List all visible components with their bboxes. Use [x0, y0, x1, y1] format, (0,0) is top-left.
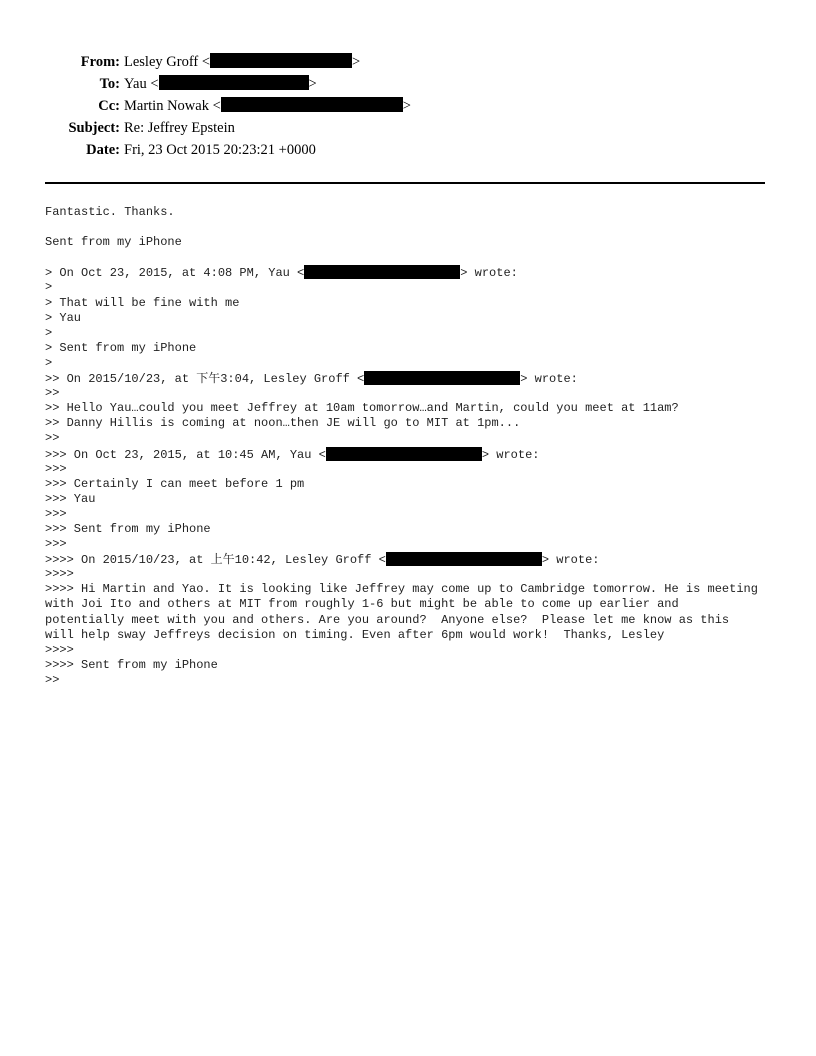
from-label: From: [80, 54, 120, 70]
from-value: Lesley Groff < [124, 54, 211, 70]
cc-value: Martin Nowak < [124, 98, 221, 114]
from-close: > [352, 54, 361, 70]
quote-line: >>> [45, 461, 67, 476]
quote-line: >> [45, 386, 60, 401]
quote-line: >>>> [45, 567, 74, 582]
subject-value: Re: Jeffrey Epstein [124, 120, 235, 136]
quote-line: >>> [45, 506, 67, 521]
date-row [0, 140, 816, 160]
quote-line: >> Hello Yau…could you meet Jeffrey at 10am tomorrow…and Martin, could you meet at 11am? [45, 401, 679, 416]
quote-line: > Sent from my iPhone [45, 340, 197, 355]
quote-line: >>> Yau [45, 491, 96, 506]
quote-line: >> [45, 672, 60, 687]
quote-line: >>> Sent from my iPhone [45, 521, 211, 536]
email-body [45, 205, 765, 688]
redaction-bar [386, 552, 542, 566]
quote-line: >>> Certainly I can meet before 1 pm [45, 476, 305, 491]
to-row [0, 74, 816, 94]
redaction-bar [326, 447, 482, 461]
to-label: To: [99, 76, 120, 92]
redaction-bar [221, 97, 403, 112]
subject-label: Subject: [68, 120, 120, 136]
quote-line: >>>> [45, 642, 74, 657]
quote-line: >> [45, 431, 60, 446]
quote-header-line: >> On 2015/10/23, at 下午3:04, Lesley Groff < > wrote: [45, 372, 578, 387]
from-row [0, 52, 816, 72]
redaction-bar [304, 265, 460, 279]
redaction-bar [159, 75, 309, 90]
quote-line: > [45, 325, 53, 340]
quote-line: > [45, 355, 53, 370]
cc-close: > [402, 98, 411, 114]
date-value: Fri, 23 Oct 2015 20:23:21 +0000 [124, 142, 316, 158]
quote-header-line: > On Oct 23, 2015, at 4:08 PM, Yau < > wrote: [45, 266, 518, 281]
quote-line: > Yau [45, 310, 82, 325]
quote-line: > That will be fine with me [45, 295, 240, 310]
redaction-bar [210, 53, 352, 68]
redaction-bar [364, 371, 520, 385]
body-line: Sent from my iPhone [45, 235, 182, 250]
header-divider [45, 182, 765, 184]
subject-row [0, 118, 816, 138]
quote-paragraph: >>>> Hi Martin and Yao. It is looking like Jeffrey may come up to Cambridge tomorrow. He is meeting with Joi Ito and others at MIT from roughly 1-6 but might be able to come up earlier and potentially meet with you and others. Are you around? Anyone else? Please let me know as this will help sway Jeffreys decision on timing. Even after 6pm would work! Thanks, Lesley [45, 582, 766, 642]
quote-line: >>> [45, 537, 67, 552]
cc-label: Cc: [98, 98, 120, 114]
quote-line: >> Danny Hillis is coming at noon…then JE will go to MIT at 1pm... [45, 416, 521, 431]
quote-line: >>>> Sent from my iPhone [45, 657, 218, 672]
cc-row [0, 96, 816, 116]
body-line: Fantastic. Thanks. [45, 205, 175, 219]
quote-header-line: >>>> On 2015/10/23, at 上午10:42, Lesley Groff < > wrote: [45, 553, 600, 568]
to-close: > [308, 76, 317, 92]
quote-line: > [45, 280, 53, 295]
to-value: Yau < [124, 76, 159, 92]
quote-header-line: >>> On Oct 23, 2015, at 10:45 AM, Yau < > wrote: [45, 447, 540, 462]
date-label: Date: [86, 142, 120, 158]
